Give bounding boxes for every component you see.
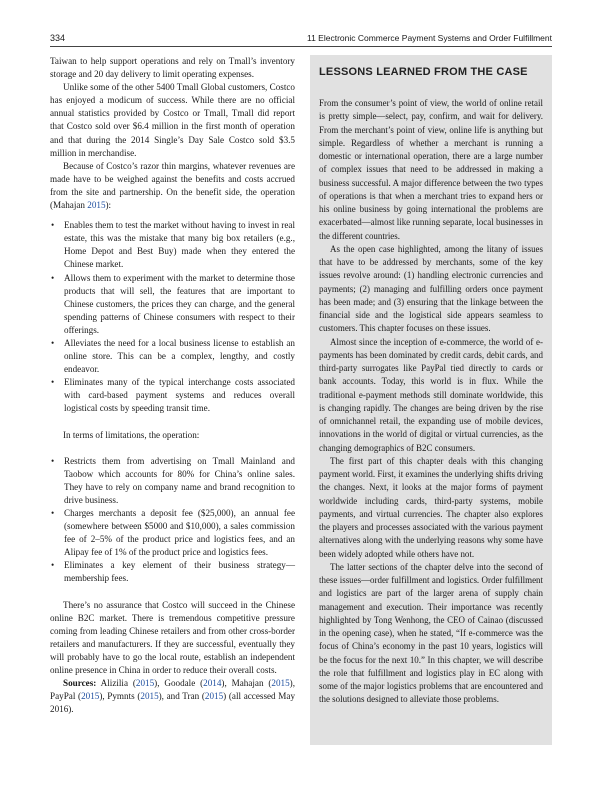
box-paragraph: From the consumer’s point of view, the world of online retail is pretty simple—select, pay, confirm, and wait for delivery. From the merchant’s point of view, online life is anything but simple. Regardless of whether a merchant is running a domestic or international operation, there are a large number of complex issues that need to be addressed in making a business successful. A major difference between the two types of operations is that when a merchant tries to expand hers or his online business by going international the problems are exacerbated—almost like running separate, local businesses in the different countries. <box>319 98 543 241</box>
left-column <box>50 55 295 716</box>
box-paragraph: The latter sections of the chapter delve into the second of these issues—order fulfillment and logistics. Order fulfillment and logistics are part of the larger arena of supply chain management and execution. Their importance was recently highlighted by Tong Wenhong, the CEO of Cainao (discussed in the opening case), when he stated, “If e-commerce was the focus of China’s economy in the past 10 years, logistics will be the focus for the next 10.” In this chapter, we will describe the role that fulfillment and logistics play in EC along with some of the major logistics problems that are encountered and the solutions designed to alleviate those problems. <box>319 561 543 705</box>
citation-link[interactable]: 2015 <box>140 691 159 702</box>
list-item: • Eliminates many of the typical interchange costs associated with card-based payment systems and reduces overall logistical costs by speeding transit time. <box>50 376 295 415</box>
box-paragraph: The first part of this chapter deals with this changing payment world. First, it examines the underlying shifts driving the changes. Next, it looks at the major forms of payment worldwide including cards, third-party systems, mobile payments, and virtual currencies. The chapter also explores the players and processes associated with the various payment alternatives along with the underlying reasons why some have been widely adopted while others have not. <box>319 455 543 559</box>
list-item: • Alleviates the need for a local business license to establish an online store. This can be a complex, lengthy, and costly endeavor. <box>50 337 295 376</box>
citation-link[interactable]: 2015 <box>81 691 100 702</box>
list-item: • Eliminates a key element of their business strategy—membership fees. <box>50 559 295 585</box>
header-rule <box>50 46 552 47</box>
limitations-list <box>50 455 295 586</box>
benefits-intro-text: Because of Costco’s razor thin margins, whatever revenues are made have to be weighed against the benefits and costs accrued from the site and partnership. On the benefit side, the operation (Mahajan <box>50 160 295 211</box>
box-paragraph: Almost since the inception of e-commerce, the world of e-payments has been dominated by credit cards, debit cards, and third-party surrogates like PayPal tied directly to cards or bank accounts. Today, this world is in flux. While the traditional e-payment methods still dominate worldwide, this is changing rapidly. The changes are being driven by the rise of omnichannel retail, the expanding use of mobile devices, innovations in the world of digital or virtual currencies, as the changing demographics of B2C consumers. <box>319 336 543 453</box>
list-item: • Allows them to experiment with the market to determine those products that will sell, the features that are important to Chinese customers, the prices they can charge, and the general spending patterns of Chinese consumers with respect to their offerings. <box>50 272 295 337</box>
paragraph-costco-success: Unlike some of the other 5400 Tmall Global customers, Costco has enjoyed a modicum of success. While there are no official annual statistics provided by Costco or Tmall, Tmall did report that Costco sold over $6.4 million in the first month of operation and that during the 2014 Single’s Day Sale Costco sold $3.5 million in merchandise. <box>50 82 295 158</box>
list-item: • Enables them to test the market without having to invest in real estate, this was the mistake that many big box retailers (e.g., Home Depot and Best Buy) made when they entered the Chinese market. <box>50 219 295 271</box>
box-body <box>319 97 543 707</box>
list-item: • Restricts them from advertising on Tmall Mainland and Taobow which accounts for 80% for China’s online sales. They have to rely on company name and brand recognition to drive business. <box>50 455 295 507</box>
box-title: LESSONS LEARNED FROM THE CASE <box>319 66 528 78</box>
citation-link[interactable]: 2014 <box>203 678 222 689</box>
running-head: 11 Electronic Commerce Payment Systems and Order Fulfillment <box>306 33 552 43</box>
citation-link[interactable]: 2015 <box>87 200 106 211</box>
benefits-list <box>50 219 295 415</box>
list-item: • Charges merchants a deposit fee ($25,000), an annual fee (somewhere between $5000 and $10,000), a sales commission fee of 2–5% of the product price and logistics fees, and an Alipay fee of 1% of the product price and logistics fees. <box>50 507 295 559</box>
sources-line: Sources: Alizilia (2015), Goodale (2014), Mahajan (2015), PayPal (2015), Pymnts (2015), and Tran (2015) (all accessed May 2016). <box>50 678 296 715</box>
benefits-intro-end: ): <box>105 200 112 211</box>
page-number: 334 <box>50 33 66 43</box>
paragraph-benefits-intro <box>50 160 295 212</box>
limitations-intro: In terms of limitations, the operation: <box>63 429 200 440</box>
lessons-learned-box <box>310 55 552 745</box>
sources-label: Sources: <box>63 678 97 689</box>
box-paragraph: As the open case highlighted, among the litany of issues that have to be addressed by merchants, some of the key issues revolve around: (1) handling electronic currencies and payments; (2) managing and fulfilling orders once payment has been made; and (3) ensuring that the linkage between the financial side and the logistical side appears seamless to customers. This chapter focuses on these issues. <box>319 243 543 334</box>
citation-link[interactable]: 2015 <box>135 678 155 689</box>
paragraph-conclusion: There’s no assurance that Costco will succeed in the Chinese online B2C market. There is tremendous competitive pressure coming from leading Chinese retailers and from other cross-border retailers and manufacturers. If they are successful, eventually they will probably have to go the local route, establish an independent online presence in China in order to reduce their overall costs. <box>50 599 295 676</box>
citation-link[interactable]: 2015 <box>204 691 224 702</box>
citation-link[interactable]: 2015 <box>271 678 290 689</box>
paragraph-costco-taiwan: Taiwan to help support operations and rely on Tmall’s inventory storage and 20 day delivery to limit operating expenses. <box>50 56 295 80</box>
